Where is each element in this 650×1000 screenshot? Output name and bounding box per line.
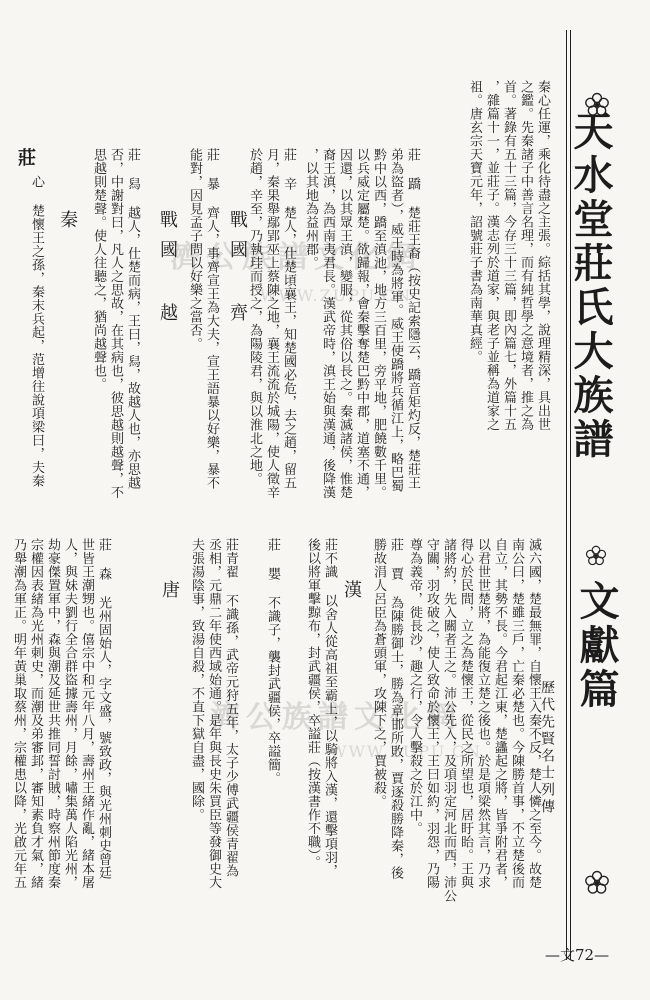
dynasty-heading-qin: 秦	[57, 210, 78, 240]
text-column: 心 楚懷王之孫，秦末兵起，范增往說項梁曰，夫秦	[29, 175, 44, 488]
entry-zhuang-jia	[372, 538, 402, 880]
text-column: 否，中謝對曰，凡人之思故，在其病也，彼思越則越聲，不	[108, 148, 123, 499]
text-column: 裔王滇，為西南夷君長。漢武帝時，滇王始與漢通，後降漢	[320, 148, 335, 499]
text-column: 莊 嬰 不識子，襲封武疆侯，卒謚簡。	[265, 538, 280, 785]
book-title: 天水堂莊氏大族譜	[567, 110, 614, 462]
text-column: 弟為盜者），威王時為將軍。威王使蹻將兵循江上，略巴蜀	[388, 148, 403, 493]
text-column: ，以其地為益州郡。	[303, 148, 318, 270]
series-label: 歷代先賢名士列傳	[539, 680, 555, 816]
watermark: 濟公族譜文化網	[170, 240, 422, 275]
entry-zhuang-xi	[92, 148, 139, 499]
text-column: 後以將軍擊黥布，封武疆侯，卒謚莊（按漢書作不職）。	[305, 538, 320, 869]
text-column: 夫張湯陰事，致湯自殺，不直下獄自盡，國除。	[189, 538, 204, 822]
text-column: ，雜篇十一，並莊子。漢志列於道家，與老子並稱為道家之	[484, 80, 499, 431]
text-column: 之鑑。先秦諸子中善言名理，而有純哲學之意境者，推之為	[518, 80, 533, 431]
text-column: 尊為義帝，徙長沙，趣之行，令人擊殺之於江中。	[407, 538, 422, 835]
watermark-url: WWW.ZUPU.CN	[260, 286, 413, 305]
dynasty-heading-tang: 唐	[159, 580, 180, 610]
entry-zhuang-ying	[266, 538, 279, 785]
text-column: 諸將約，先入關者王之。沛公先入，及項羽定河北而西，沛公	[441, 538, 456, 903]
text-column: 得心於民間，立之為楚懷王，從民之所望也，居盱眙。王與	[458, 538, 473, 889]
text-column: 滅六國，楚最無罪，自懷王入秦不反，楚人憐之至今。故楚	[526, 538, 541, 889]
text-column: 劫豪傑置軍中，森與潮及延世共推同誓討賊，時察州節度秦	[45, 538, 60, 889]
entry-surname: 莊	[15, 148, 36, 167]
text-column: 宗權因表緒為光州刺史，而潮及弟審邽，審知素負才氣，緒	[28, 538, 43, 889]
text-column: 秦心任運，乘化待盡之主張。綜括其學，說理精深，具出世	[535, 80, 550, 431]
text-column: 以君世世楚將，為能復立楚之後也。於是項梁然其言，乃求	[475, 538, 490, 889]
text-column: 因還，以其眾王滇，變服，從其俗以長之。秦滅諸侯，惟楚	[337, 148, 352, 499]
text-column: 莊 辛 楚人，仕楚頃襄王，知楚國必危，去之趙，留五	[281, 148, 296, 490]
text-column: 莊 暴 齊人，事齊宣王為大夫，宣王語暴以好樂，暴不	[204, 148, 219, 490]
dynasty-heading-zhanguo-yue: 戰國 越	[157, 210, 178, 333]
entry-zhuang-bushi	[306, 538, 336, 878]
dynasty-heading-zhanguo-qi: 戰國 齊	[227, 210, 248, 333]
entry-zhuang-xin	[248, 148, 295, 499]
text-column: 於趙，辛至，乃執珪而授之，為陽陵君，與以淮北之地。	[247, 148, 262, 486]
entry-zhuang-qiao	[304, 148, 419, 499]
text-column: 月，秦果舉鄢郢巫上蔡陳之地，襄王流流於城陽，使人徵辛	[264, 148, 279, 499]
text-column: 人，與妹夫劉行全合群盜據壽州，月餘，嘯集萬人陷光州，	[62, 538, 77, 889]
text-column: 世皆王潮甥也。僖宗中和元年八月，壽州王緒作亂，緒本屠	[79, 538, 94, 889]
text-column: 莊不識 以舍人從高祖至霸上，以騎將入漢，還擊項羽，	[322, 538, 337, 878]
text-column: 思越則楚聲。使人往聽之，猶尚越聲也。	[91, 148, 106, 391]
text-column: 莊 森 光州固始人，字文盛，號致政，與光州刺史曾廷	[96, 538, 111, 880]
text-column: 莊 賈 為陳勝御士，勝為章邯所敗，賈逐殺勝降秦，後	[388, 538, 403, 880]
upper-right-text	[468, 80, 549, 431]
text-column: 南公曰，楚雖三戶，亡秦必楚也。今陳勝首事，不立楚後而	[509, 538, 524, 889]
text-column: 守關，羽攻破之，使人致命於懷王，王曰如約，羽怨，乃陽	[424, 538, 439, 889]
text-column: 勝故涓人呂臣為蒼頭軍，攻陳下之，賈被殺。	[371, 538, 386, 808]
watermark-url-lower: WWW.ZUPU.CN	[330, 742, 483, 761]
page-number: —文72—	[545, 946, 610, 964]
plum-blossom-icon-separator	[585, 545, 607, 567]
entry-zhuang-xin-body	[30, 175, 43, 488]
watermark-lower: 濟公族譜文化網	[210, 700, 462, 735]
text-column: 莊 舄 越人，仕楚而病，王曰，舄，故越人也，亦思越	[125, 148, 140, 490]
text-column: 以兵威定屬楚。欲歸報，會秦擊奪楚巴黔中郡，道塞不通，	[354, 148, 369, 499]
text-column: 莊 蹻 楚莊王裔（按史記索隱云，蹻音矩灼反，楚莊王	[405, 148, 420, 490]
dynasty-heading-han: 漢	[341, 580, 362, 610]
text-column: 祖。唐玄宗天寶元年，詔號莊子書為南華真經。	[467, 80, 482, 364]
entry-zhuang-qingdi	[190, 538, 237, 889]
text-column: 自立，其勢不長。今君起江東，楚蠭起之將，皆爭附君者，	[492, 538, 507, 889]
entry-zhuang-xin-chu	[16, 148, 34, 167]
text-column: 丞相，元鼎二年使西域始通。是年與長史朱買臣等發御史大	[206, 538, 221, 889]
text-column: 能對，因見孟子問以好樂之當否。	[187, 148, 202, 351]
entry-zhuang-bao	[188, 148, 218, 490]
section-title: 文獻篇	[573, 580, 620, 712]
text-column: 首。著錄有五十三篇，今存三十三篇，即內篇七，外篇十五	[501, 80, 516, 431]
text-column: 莊青翟 不識孫，武帝元狩五年，太子少傅武疆侯青翟為	[223, 538, 238, 878]
text-column: 乃舉潮為軍正。明年黃巢取蔡州，宗權患以降，光啟元年五	[11, 538, 26, 889]
lower-right-text	[408, 538, 540, 903]
plum-blossom-icon-bottom	[584, 870, 610, 896]
entry-zhuang-sen	[12, 538, 110, 889]
text-column: 黔中以西，蹻至滇池，地方三百里，旁平地，肥饒數千里。	[371, 148, 386, 499]
